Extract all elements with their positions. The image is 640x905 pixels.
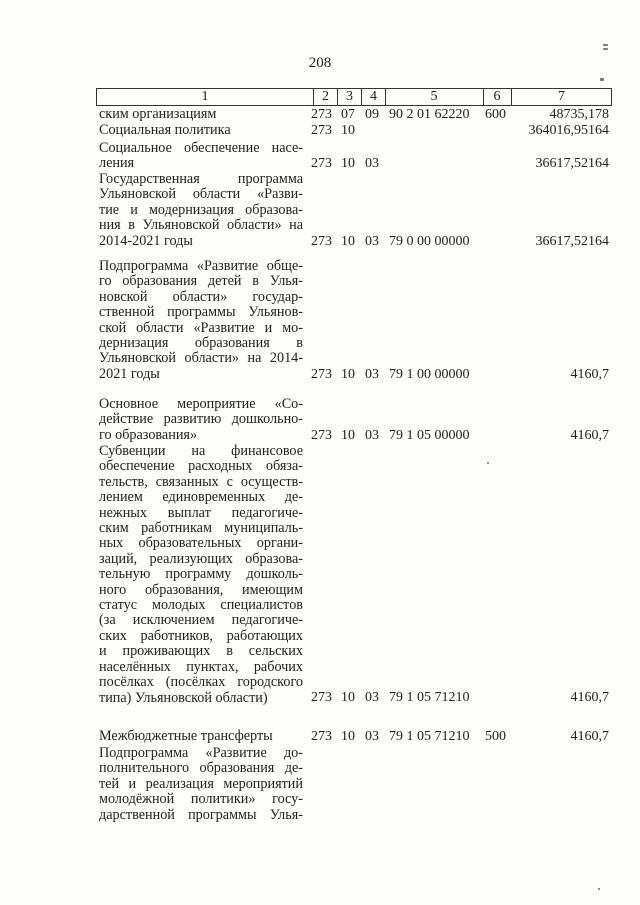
code-c4: 03 [365,427,379,443]
code-c7: 36617,52164 [535,233,609,249]
code-c3: 10 [341,233,355,249]
code-c6: 500 [485,729,506,744]
code-c7: 4160,7 [570,690,609,706]
code-c2: 273 [311,156,332,172]
description-line: дарственной программы Улья- [99,806,303,823]
description-line: новской области» государ- [99,288,303,305]
description-line: лением единовременных де- [99,489,303,506]
description-line: Межбюджетные трансферты [99,728,273,744]
row-description [99,397,303,443]
code-c3: 10 [341,156,355,172]
code-c4: 03 [365,729,379,744]
description-line: ственной программы Ульянов- [99,304,303,321]
description-line: ской области «Развитие и мо- [99,319,303,336]
description-line: заций, реализующих образова- [99,550,303,567]
description-line: действие развитию дошкольно- [99,411,303,428]
scan-speck [487,462,489,464]
row-description [99,746,303,823]
header-cell: 5 [430,89,438,104]
description-line: 2021 годы [99,365,160,382]
code-c5: 79 1 00 00000 [389,366,470,382]
code-c2: 273 [311,729,332,744]
code-c4: 09 [365,107,379,122]
description-line: тей и реализация мероприятий [99,775,303,792]
scan-speck [603,48,608,50]
description-line: посёлках (посёлках городского [99,674,303,691]
code-c5: 90 2 01 62220 [389,107,470,122]
description-line: нежных выплат педагогиче- [99,504,303,521]
code-c3: 10 [341,690,355,706]
description-line: ским работникам муниципаль- [99,520,303,537]
description-line: тельную программу дошколь- [99,566,303,583]
page-number: 208 [308,55,332,71]
code-c6: 600 [485,107,506,122]
description-line: (за исключением педагогиче- [99,612,303,629]
code-c5: 79 1 05 71210 [389,729,470,744]
row-description [99,172,303,249]
description-line: типа) Ульяновской области) [99,689,268,706]
description-line: молодёжной политики» госу- [99,791,303,808]
description-line: ским организациям [99,106,217,122]
code-c7: 36617,52164 [535,156,609,172]
code-c5: 79 1 05 00000 [389,427,470,443]
header-cell: 3 [346,89,353,104]
code-c3: 10 [341,427,355,443]
row-description [99,107,303,122]
code-c5: 79 1 05 71210 [389,690,470,706]
code-c4: 03 [365,690,379,706]
code-c4: 03 [365,233,379,249]
description-line: Государственная программа [99,171,303,187]
description-line: ных образовательных органи- [99,535,303,552]
code-c7: 4160,7 [570,427,609,443]
code-c7: 4160,7 [570,366,609,382]
code-c2: 273 [311,233,332,249]
row-description [99,444,303,706]
row-description [99,141,303,172]
description-line: Социальная политика [99,122,231,138]
header-cell: 6 [493,89,501,104]
code-c3: 10 [341,123,355,138]
scan-speck [603,44,608,46]
code-c7: 48735,178 [549,107,609,122]
description-line: Подпрограмма «Развитие до- [99,745,303,761]
description-line: тельств, связанных с осуществ- [99,473,303,490]
description-line: ного образования, имеющим [99,581,303,598]
scan-speck [600,78,604,81]
code-c2: 273 [311,690,332,706]
code-c5: 79 0 00 00000 [389,233,470,249]
description-line: ния в Ульяновской области» на [99,217,303,234]
row-description [99,123,303,138]
description-line: Ульяновской области» на 2014- [99,350,303,367]
description-line: населённых пунктах, рабочих [99,658,303,675]
description-line: го образования» [99,426,198,443]
code-c2: 273 [311,123,332,138]
code-c7: 364016,95164 [528,123,609,138]
header-cell: 7 [558,89,565,104]
description-line: ских работников, работающих [99,627,303,644]
code-c3: 10 [341,366,355,382]
table-header [96,88,612,106]
code-c4: 03 [365,156,379,172]
description-line: Субвенции на финансовое [99,443,303,459]
code-c4: 03 [365,366,379,382]
header-cell: 4 [370,89,377,104]
description-line: го образования детей в Улья- [99,273,303,290]
description-line: обеспечение расходных обяза- [99,458,303,475]
scan-speck [598,888,600,890]
code-c7: 4160,7 [570,729,609,744]
header-cell: 2 [322,89,329,104]
code-c3: 07 [341,107,355,122]
row-description [99,259,303,382]
code-c2: 273 [311,366,332,382]
description-line: тие и модернизация образова- [99,201,303,218]
description-line: 2014-2021 годы [99,232,193,249]
description-line: статус молодых специалистов [99,597,303,614]
row-description [99,729,303,744]
code-c3: 10 [341,729,355,744]
description-line: дернизация образования в [99,335,303,352]
description-line: и проживающих в сельских [99,643,303,660]
header-cell: 1 [201,89,209,104]
description-line: Ульяновской области «Разви- [99,186,303,203]
description-line: Подпрограмма «Развитие обще- [99,258,303,274]
code-c2: 273 [311,427,332,443]
description-line: ления [99,155,135,172]
description-line: Социальное обеспечение насе- [99,140,303,156]
description-line: Основное мероприятие «Со- [99,396,303,412]
description-line: полнительного образования де- [99,760,303,777]
code-c2: 273 [311,107,332,122]
